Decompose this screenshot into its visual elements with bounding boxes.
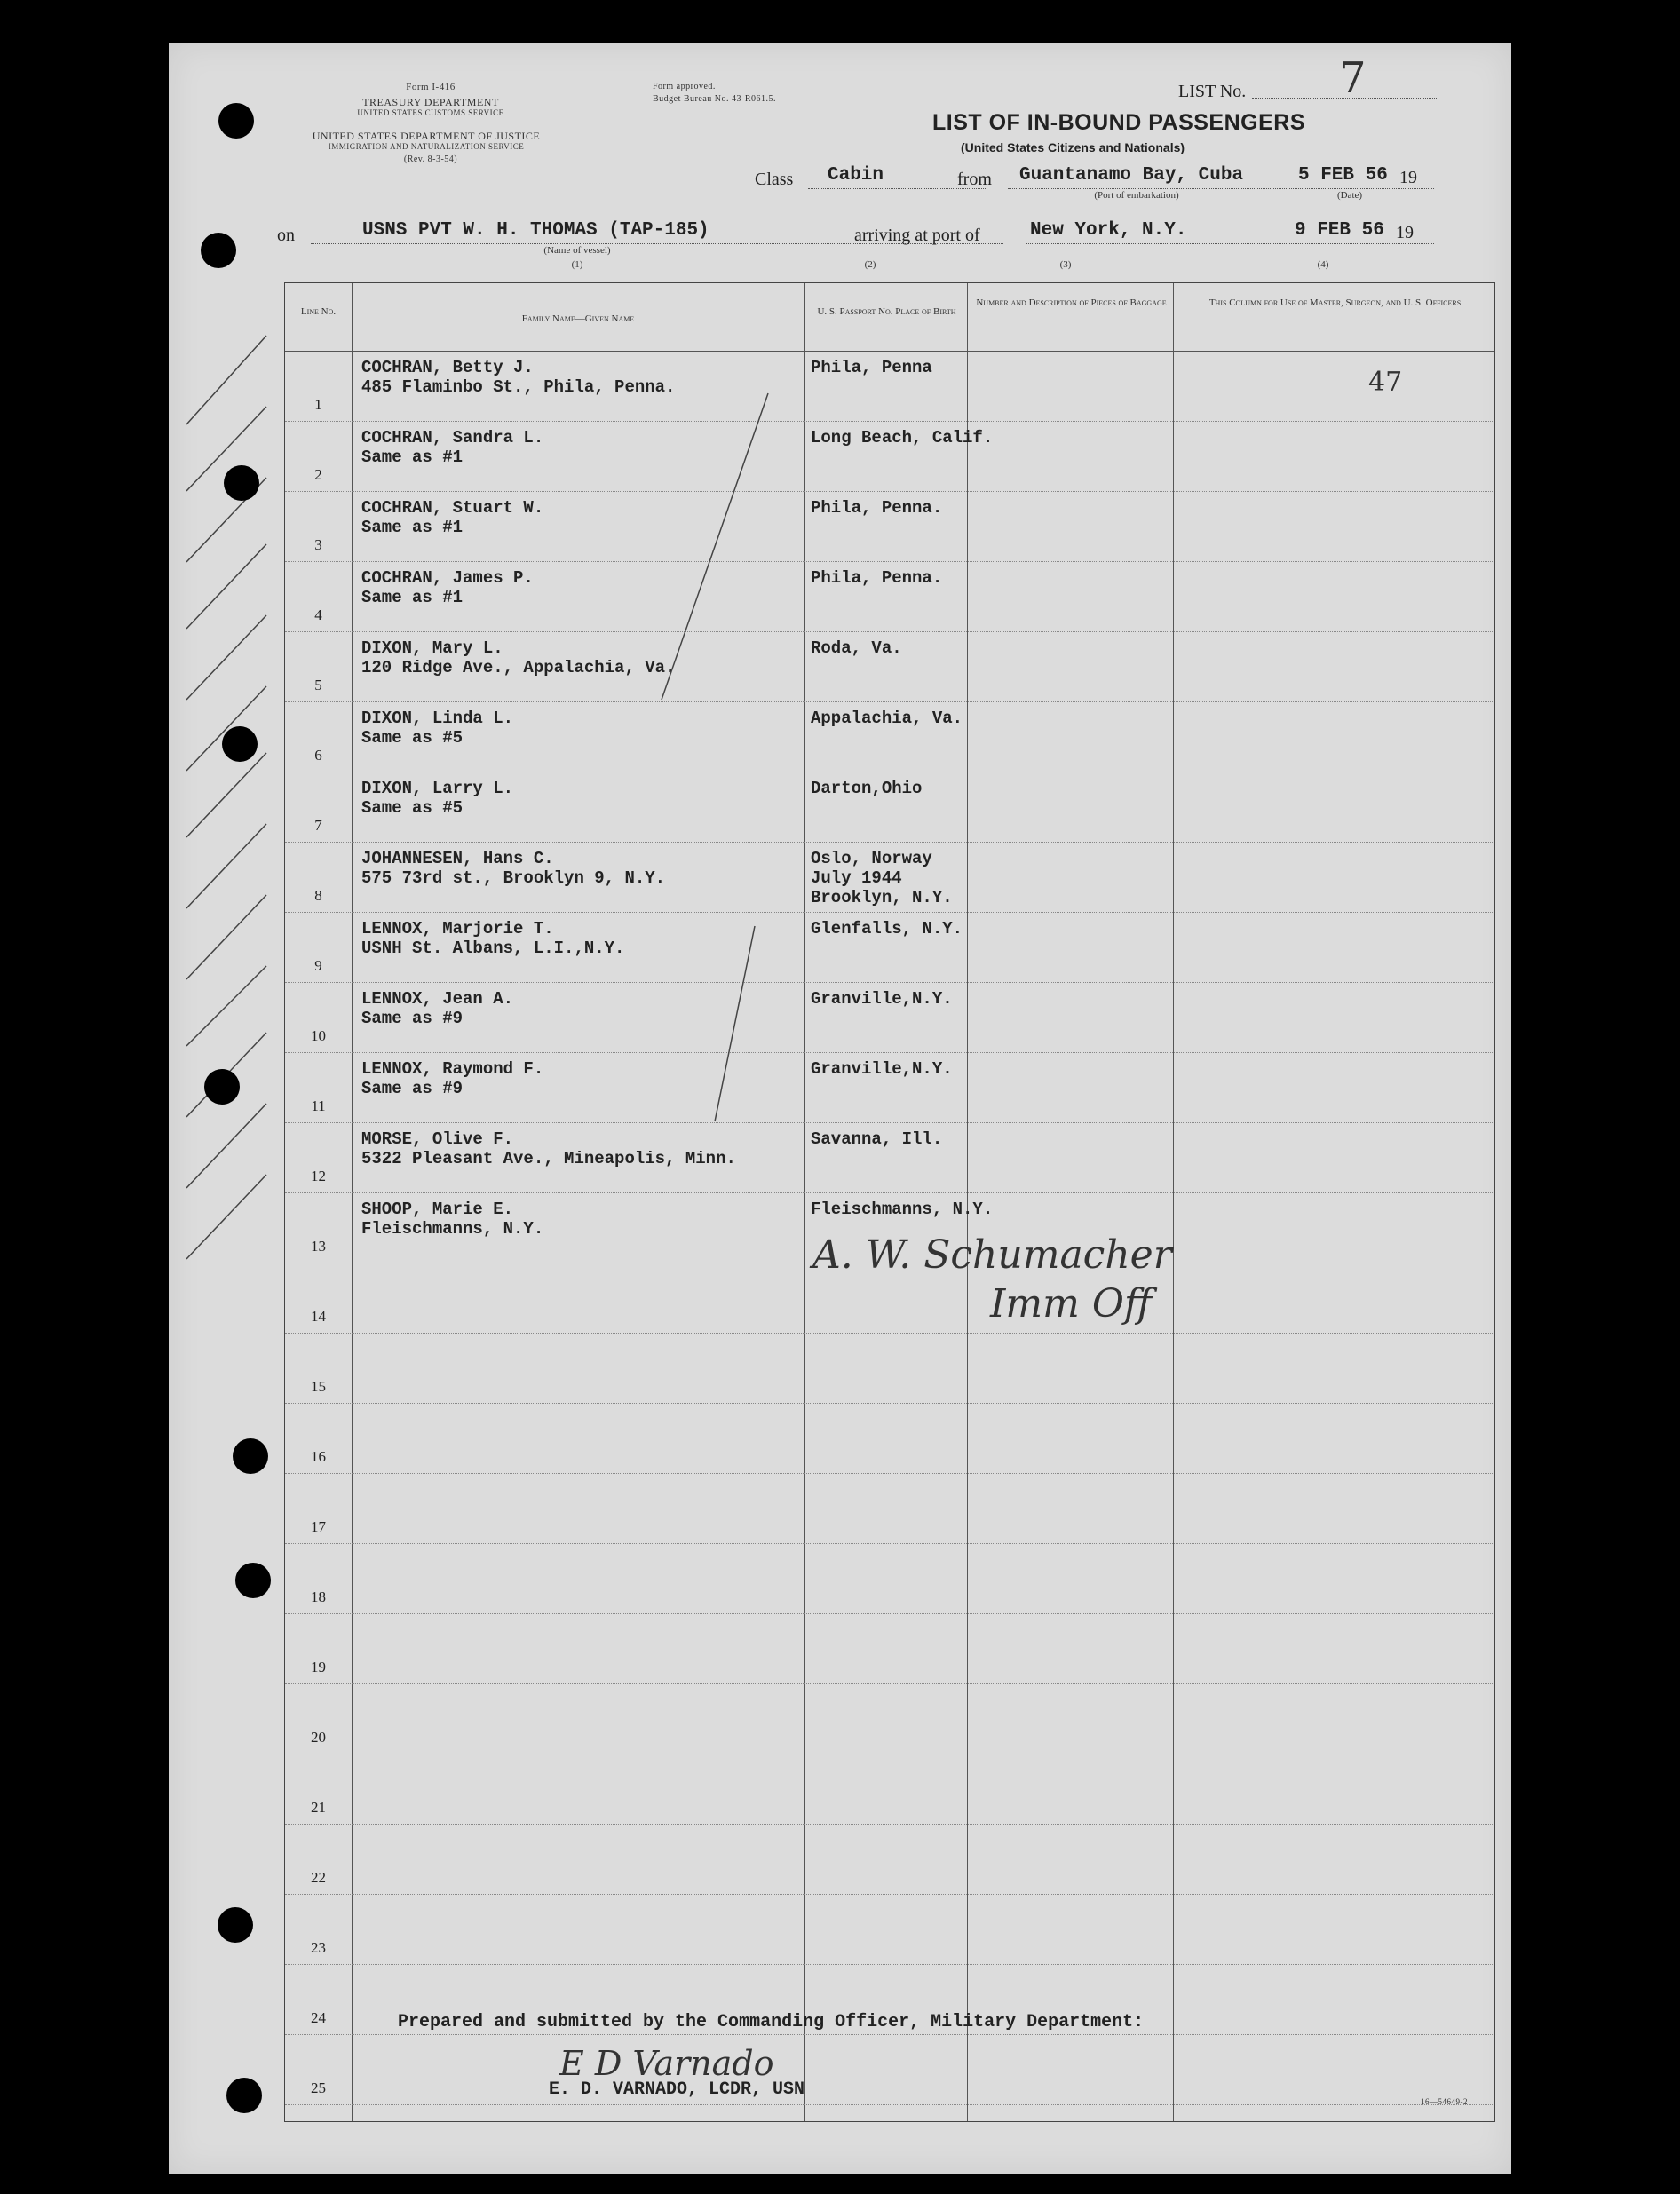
col-header-officers: This Column for Use of Master, Surgeon, and U. S. Officers <box>1208 297 1462 308</box>
depart-date: 5 FEB 56 <box>1298 165 1388 186</box>
checkmark-1 <box>186 336 266 424</box>
place-of-birth: Roda, Va. <box>811 638 902 658</box>
binder-hole <box>204 1069 240 1105</box>
binder-hole <box>201 233 236 268</box>
class-value: Cabin <box>828 165 884 186</box>
checkmark-5 <box>186 615 266 700</box>
officer-title: Imm Off <box>990 1281 1153 1327</box>
arrival-year-suffix: 19 <box>1396 223 1414 242</box>
page-title: LIST OF IN-BOUND PASSENGERS <box>932 110 1306 135</box>
passenger-address: Same as #9 <box>361 1079 464 1098</box>
customs-service: UNITED STATES CUSTOMS SERVICE <box>357 108 504 117</box>
from-value: Guantanamo Bay, Cuba <box>1019 165 1244 186</box>
passenger-address: Fleischmanns, N.Y. <box>361 1219 544 1239</box>
list-no-value: 7 <box>1339 53 1367 103</box>
line-number: 7 <box>314 817 322 834</box>
passenger-name: SHOOP, Marie E. <box>361 1200 514 1219</box>
passenger-address: Same as #5 <box>361 798 464 818</box>
line-number: 22 <box>311 1869 326 1886</box>
checkmark-13 <box>186 1175 266 1259</box>
place-of-birth: Phila, Penna. <box>811 498 943 518</box>
commander-signature: E D Varnado <box>559 2044 774 2083</box>
bracket-stroke-1 <box>662 393 768 700</box>
passenger-name: LENNOX, Raymond F. <box>361 1059 544 1079</box>
col-num-3: (3) <box>1059 259 1072 270</box>
passenger-address: 5322 Pleasant Ave., Mineapolis, Minn. <box>361 1149 736 1168</box>
place-of-birth: Phila, Penna. <box>811 568 943 588</box>
vessel-caption: (Name of vessel) <box>543 245 611 256</box>
port-embarkation-caption: (Port of embarkation) <box>1094 190 1179 201</box>
line-number: 9 <box>314 957 322 974</box>
arrival-date: 9 FEB 56 <box>1295 220 1384 241</box>
passenger-name: DIXON, Larry L. <box>361 779 514 798</box>
place-of-birth: Fleischmanns, N.Y. <box>811 1200 994 1219</box>
checkmark-7 <box>186 753 266 837</box>
line-number: 10 <box>311 1027 326 1044</box>
line-number: 5 <box>314 677 322 693</box>
line-number: 20 <box>311 1729 326 1746</box>
checkmark-8 <box>186 824 266 908</box>
line-number: 19 <box>311 1659 326 1675</box>
place-of-birth: Granville,N.Y. <box>811 989 953 1009</box>
passenger-address: 120 Ridge Ave., Appalachia, Va. <box>361 658 676 677</box>
checkmark-9 <box>186 895 266 979</box>
line-number: 6 <box>314 747 322 764</box>
officer-note: 47 <box>1368 367 1403 398</box>
line-number: 14 <box>311 1308 326 1325</box>
checkmark-4 <box>186 544 266 629</box>
line-number: 3 <box>314 536 322 553</box>
place-of-birth: Oslo, Norway July 1944 Brooklyn, N.Y. <box>811 849 953 907</box>
passenger-name: COCHRAN, James P. <box>361 568 534 588</box>
passenger-address: USNH St. Albans, L.I.,N.Y. <box>361 939 625 958</box>
checkmark-12 <box>186 1104 266 1188</box>
place-of-birth: Glenfalls, N.Y. <box>811 919 963 939</box>
col-header-passport: U. S. Passport No. Place of Birth <box>817 306 956 317</box>
passenger-name: COCHRAN, Betty J. <box>361 358 534 377</box>
on-label: on <box>277 226 295 245</box>
document-sheet <box>169 43 1511 2174</box>
line-number: 2 <box>314 466 322 483</box>
line-number: 4 <box>314 606 322 623</box>
place-of-birth: Appalachia, Va. <box>811 709 963 728</box>
form-number: Form I-416 <box>406 82 456 92</box>
line-number: 12 <box>311 1168 326 1184</box>
bracket-stroke-2 <box>715 926 755 1121</box>
col-header-name: Family Name—Given Name <box>521 313 635 324</box>
arriving-label: arriving at port of <box>854 226 980 245</box>
passenger-address: 575 73rd st., Brooklyn 9, N.Y. <box>361 868 666 888</box>
form-revision: (Rev. 8-3-54) <box>403 154 458 164</box>
line-number: 15 <box>311 1378 326 1395</box>
line-number: 18 <box>311 1588 326 1605</box>
date-caption: (Date) <box>1336 190 1363 201</box>
col-num-4: (4) <box>1317 259 1329 270</box>
ins-service: IMMIGRATION AND NATURALIZATION SERVICE <box>328 142 525 151</box>
passenger-name: LENNOX, Marjorie T. <box>361 919 554 939</box>
prepared-by: Prepared and submitted by the Commanding Officer, Military Department: <box>398 2012 1145 2032</box>
checkmark-6 <box>186 686 266 771</box>
col-num-1: (1) <box>571 259 583 270</box>
col-num-2: (2) <box>864 259 876 270</box>
line-number: 1 <box>314 396 322 413</box>
line-number: 16 <box>311 1448 326 1465</box>
place-of-birth: Granville,N.Y. <box>811 1059 953 1079</box>
binder-hole <box>218 103 254 139</box>
line-number: 11 <box>311 1097 326 1114</box>
binder-hole <box>226 2078 262 2113</box>
binder-hole <box>233 1438 268 1474</box>
officer-signature: A. W. Schumacher <box>812 1232 1172 1278</box>
passenger-name: COCHRAN, Sandra L. <box>361 428 544 448</box>
line-number: 21 <box>311 1799 326 1816</box>
passenger-name: MORSE, Olive F. <box>361 1129 514 1149</box>
passenger-name: LENNOX, Jean A. <box>361 989 514 1009</box>
treasury-dept: TREASURY DEPARTMENT <box>362 96 499 108</box>
passenger-address: Same as #9 <box>361 1009 464 1028</box>
passenger-address: Same as #5 <box>361 728 464 748</box>
binder-hole <box>222 726 258 762</box>
form-approved: Form approved. <box>653 82 716 91</box>
checkmark-10 <box>186 966 266 1046</box>
binder-hole <box>224 465 259 501</box>
handwritten-marks <box>169 43 1511 2174</box>
place-of-birth: Long Beach, Calif. <box>811 428 994 448</box>
line-number: 13 <box>311 1238 326 1255</box>
passenger-name: COCHRAN, Stuart W. <box>361 498 544 518</box>
line-number: 25 <box>311 2079 326 2096</box>
print-code: 16—54649-2 <box>1421 2097 1468 2106</box>
place-of-birth: Darton,Ohio <box>811 779 923 798</box>
place-of-birth: Savanna, Ill. <box>811 1129 943 1149</box>
class-label: Class <box>755 170 794 189</box>
place-of-birth: Phila, Penna <box>811 358 932 377</box>
binder-hole <box>218 1907 253 1943</box>
justice-dept: UNITED STATES DEPARTMENT OF JUSTICE <box>312 130 541 142</box>
line-number: 23 <box>311 1939 326 1956</box>
passenger-address: Same as #1 <box>361 448 464 467</box>
passenger-address: Same as #1 <box>361 588 464 607</box>
passenger-name: DIXON, Linda L. <box>361 709 514 728</box>
line-number: 17 <box>311 1518 326 1535</box>
passenger-name: DIXON, Mary L. <box>361 638 503 658</box>
commander-name: E. D. VARNADO, LCDR, USN <box>549 2079 805 2100</box>
arrival-port: New York, N.Y. <box>1030 220 1187 241</box>
line-number: 8 <box>314 887 322 904</box>
from-label: from <box>957 170 992 189</box>
col-header-line: Line No. <box>300 306 337 317</box>
col-header-baggage: Number and Description of Pieces of Baggage <box>976 297 1167 308</box>
depart-year-suffix: 19 <box>1399 168 1417 187</box>
vessel-name: USNS PVT W. H. THOMAS (TAP-185) <box>362 220 709 241</box>
line-number: 24 <box>311 2009 326 2026</box>
budget-bureau: Budget Bureau No. 43-R061.5. <box>653 94 776 104</box>
list-no-label: LIST No. <box>1178 82 1247 101</box>
passenger-name: JOHANNESEN, Hans C. <box>361 849 554 868</box>
passenger-address: Same as #1 <box>361 518 464 537</box>
passenger-address: 485 Flaminbo St., Phila, Penna. <box>361 377 676 397</box>
binder-hole <box>235 1563 271 1598</box>
page-subtitle: (United States Citizens and Nationals) <box>961 140 1185 154</box>
